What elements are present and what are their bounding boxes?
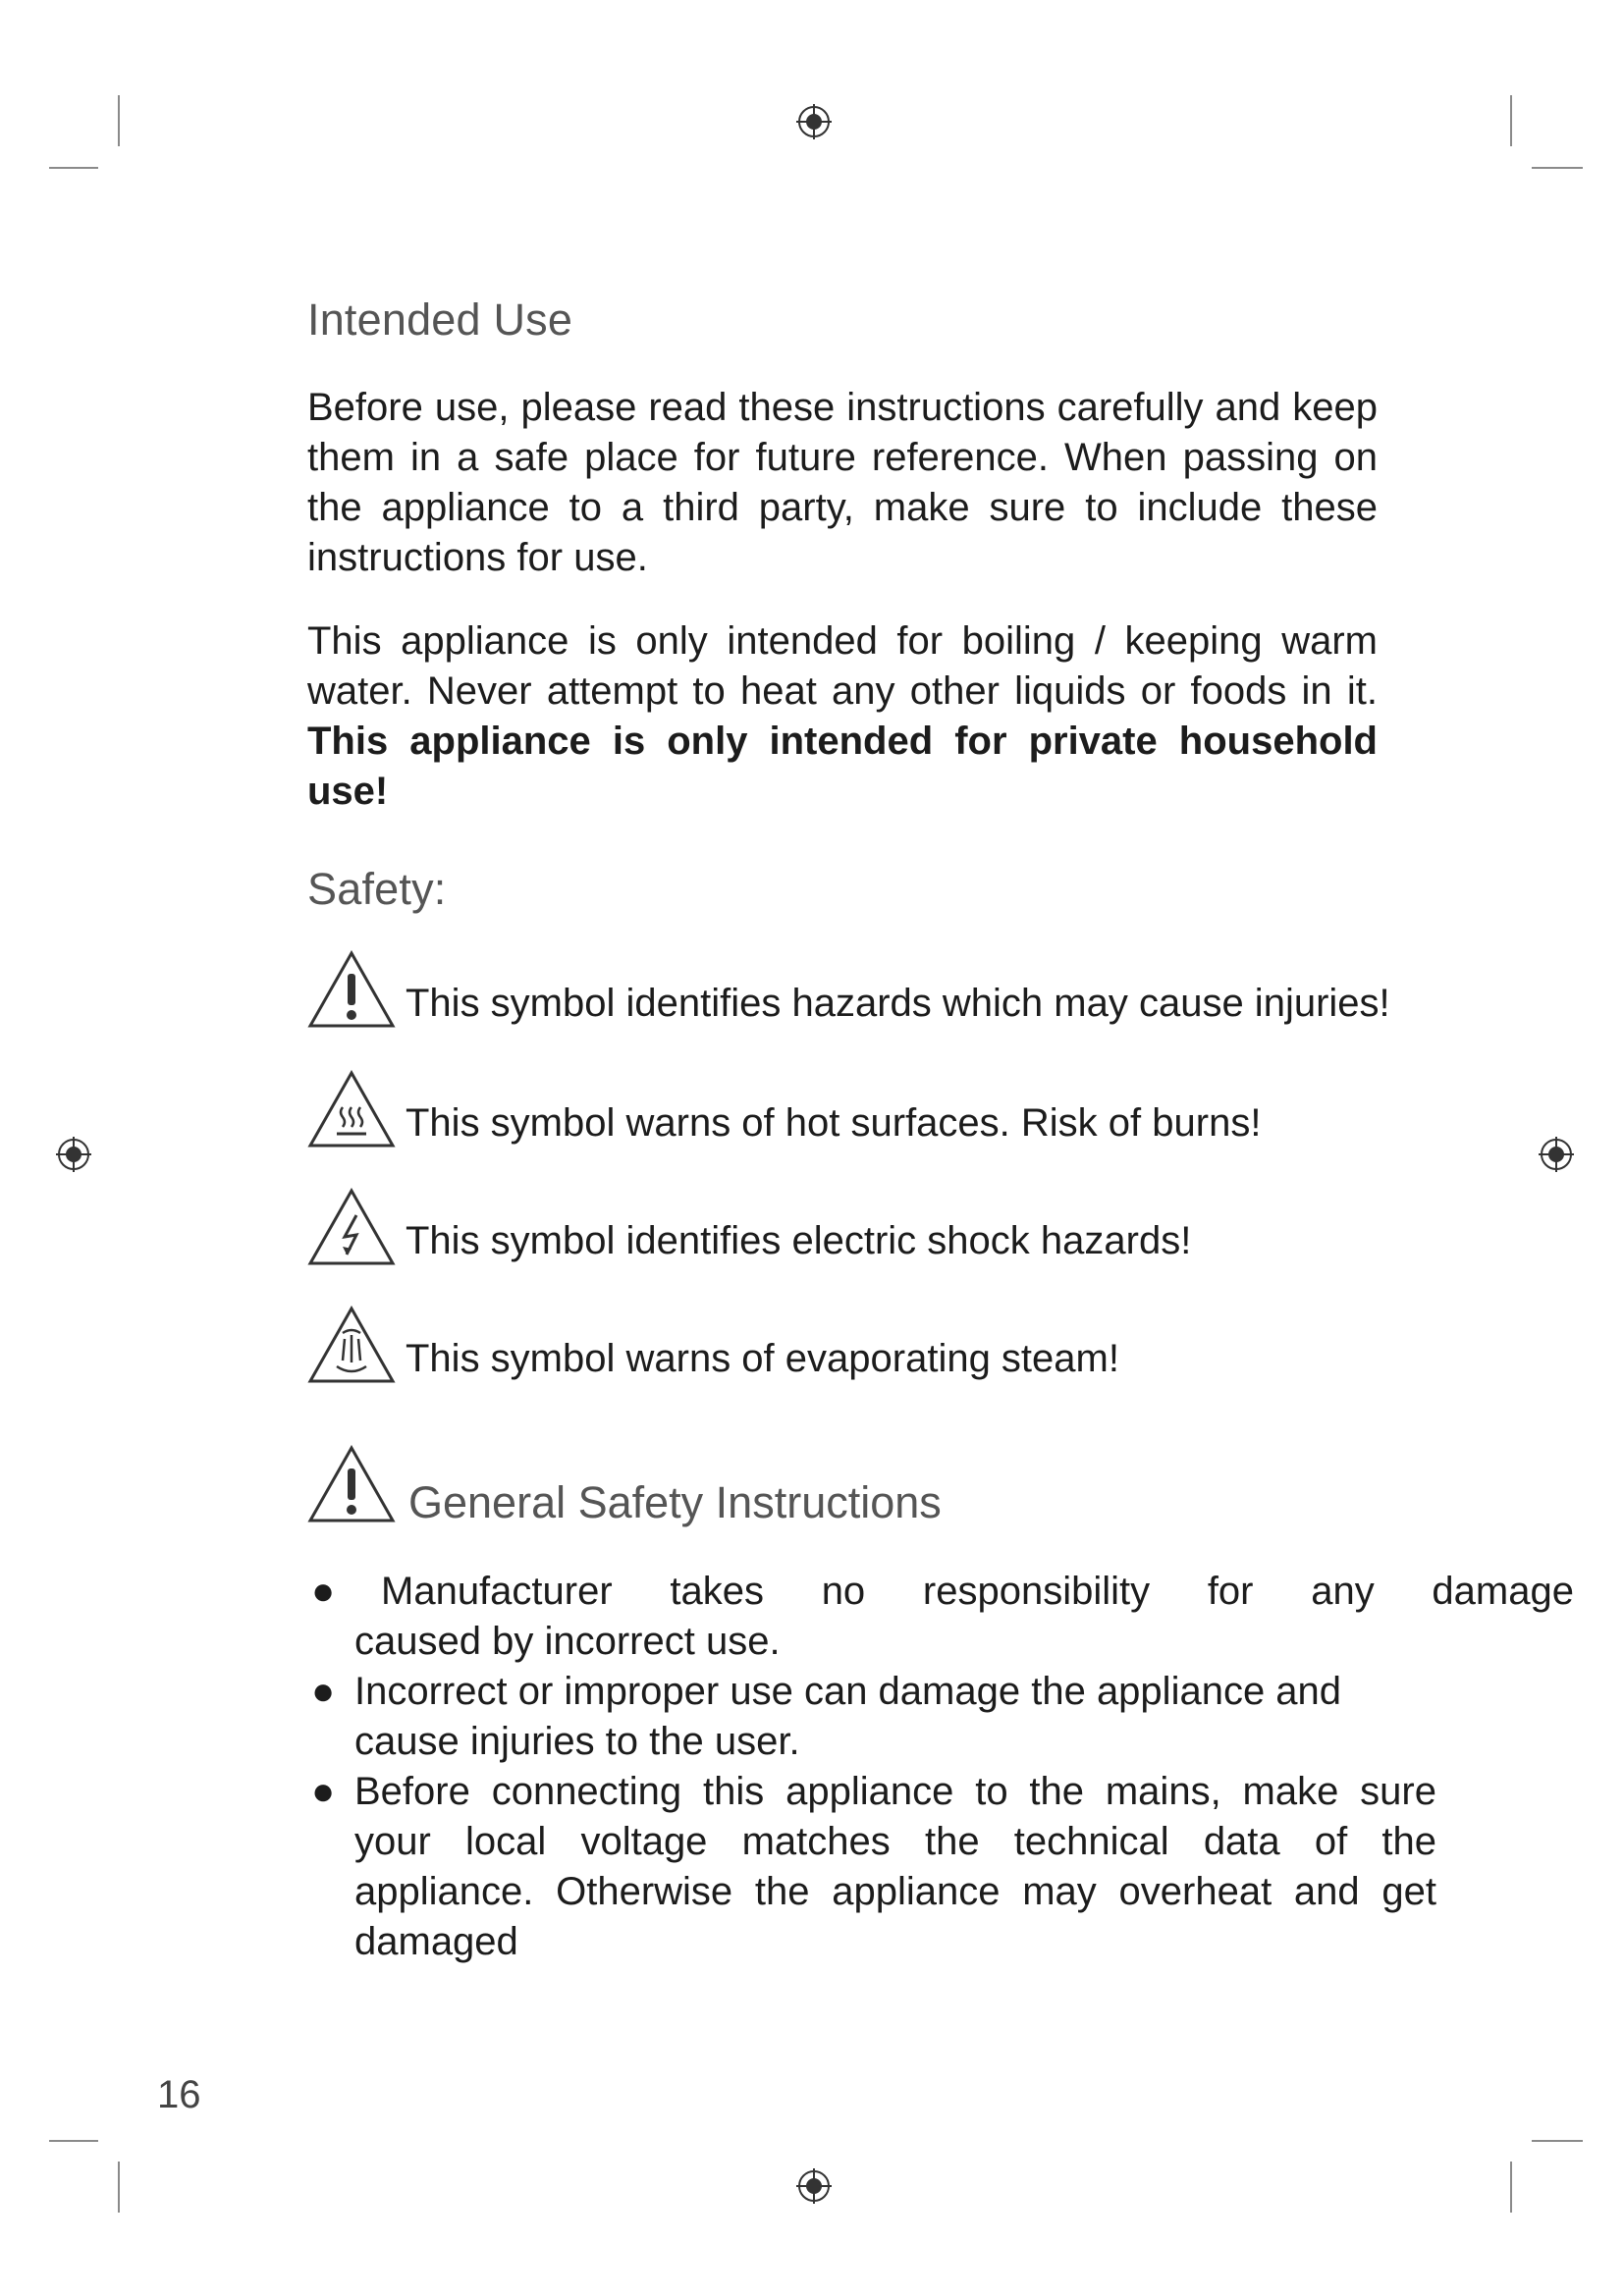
word: Manufacturer (381, 1570, 613, 1613)
bullet-text: Before connecting this appliance to the mains, make sure your local voltage matches the technical data of the appliance. Otherwise the appliance may overheat and get damaged (354, 1770, 1436, 1963)
registration-mark-icon (794, 2166, 834, 2206)
symbol-text: This symbol warns of hot surfaces. Risk of burns! (406, 1101, 1262, 1145)
bullet-icon: ● (311, 1670, 336, 1713)
registration-mark-icon (1537, 1135, 1576, 1174)
symbol-row-steam (307, 1306, 1436, 1384)
word: no (821, 1570, 866, 1613)
crop-mark (49, 2140, 98, 2142)
word: damage (1432, 1570, 1574, 1613)
intended-use-paragraph-1: Before use, please read these instructions carefully and keep them in a safe place for future reference. When passing on the appliance to a third party, make sure to include these instructions for use. (307, 386, 1378, 579)
word: responsibility (922, 1570, 1151, 1613)
symbol-row-hot-surface (307, 1070, 1436, 1148)
general-safety-header (307, 1445, 1191, 1528)
registration-mark-icon (54, 1135, 93, 1174)
list-item (307, 1767, 1436, 1967)
page-number: 16 (157, 2073, 201, 2116)
crop-mark (49, 167, 98, 169)
crop-mark (1510, 2162, 1512, 2213)
bullet-text: Incorrect or improper use can damage the appliance and cause injuries to the user. (354, 1670, 1342, 1763)
symbol-text: This symbol warns of evaporating steam! (406, 1337, 1119, 1380)
safety-heading: Safety: (307, 864, 447, 914)
bullet-first-line (354, 1567, 1574, 1617)
crop-mark (1532, 167, 1583, 169)
intended-use-bold-text: This appliance is only intended for private household use! (307, 720, 1378, 813)
symbol-text: This symbol identifies electric shock hazards! (406, 1219, 1192, 1262)
list-item (307, 1667, 1435, 1767)
steam-icon (307, 1306, 396, 1384)
warning-exclamation-icon (307, 1445, 396, 1523)
general-safety-heading: General Safety Instructions (408, 1477, 942, 1527)
warning-exclamation-icon (307, 950, 396, 1029)
intended-use-plain-text: This appliance is only intended for boiling / keeping warm water. Never attempt to heat any other liquids or foods in it. (307, 619, 1378, 713)
crop-mark (118, 2162, 120, 2213)
general-safety-list (307, 1567, 1574, 1967)
bullet-icon: ● (311, 1570, 336, 1613)
crop-mark (118, 95, 120, 146)
hot-surface-icon (307, 1070, 396, 1148)
crop-mark (1510, 95, 1512, 146)
bullet-icon: ● (311, 1770, 336, 1813)
word: takes (670, 1570, 764, 1613)
symbol-row-electric (307, 1188, 1436, 1266)
symbol-row-injury (307, 950, 1436, 1029)
intended-use-paragraph-2 (307, 616, 1378, 817)
crop-mark (1532, 2140, 1583, 2142)
bullet-continuation: caused by incorrect use. (354, 1620, 781, 1663)
word: any (1311, 1570, 1375, 1613)
intended-use-heading: Intended Use (307, 294, 573, 345)
registration-mark-icon (794, 102, 834, 141)
electric-shock-icon (307, 1188, 396, 1266)
symbol-text: This symbol identifies hazards which may cause injuries! (406, 982, 1390, 1025)
list-item (307, 1567, 1574, 1667)
word: for (1207, 1570, 1254, 1613)
